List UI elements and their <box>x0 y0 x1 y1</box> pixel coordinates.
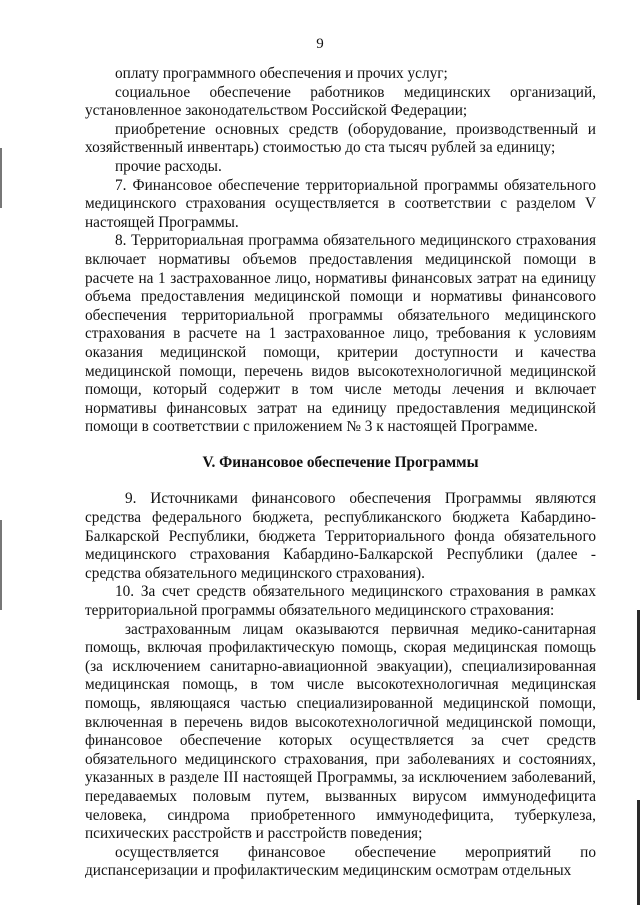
paragraph: застрахованным лицам оказываются первичная медико-санитарная помощь, включая профилактическую помощь, скорая медицинская помощь (за исключением санитарно-авиационной эвакуации), специализированная медицинская помощь, в том числе высокотехнологичная медицинская помощь, являющаяся частью специализированной медицинской помощи, включенная в перечень видов высокотехнологичной медицинской помощи, финансовое обеспечение которых осуществляется за счет средств обязательного медицинского страхования, при заболеваниях и состояниях, указанных в разделе III настоящей Программы, за исключением заболеваний, передаваемых половым путем, вызванных вирусом иммунодефицита человека, синдрома приобретенного иммунодефицита, туберкулеза, психических расстройств и расстройств поведения; <box>85 620 596 843</box>
paragraph: приобретение основных средств (оборудование, производственный и хозяйственный инвентарь) стоимостью до ста тысяч рублей за единицу; <box>85 120 596 157</box>
document-body <box>85 65 596 881</box>
paragraph: 10. За счет средств обязательного медицинского страхования в рамках территориальной программы обязательного медицинского страхования: <box>85 583 596 620</box>
page-number: 9 <box>316 36 324 52</box>
paragraph: прочие расходы. <box>115 157 222 175</box>
paragraph: оплату программного обеспечения и прочих услуг; <box>115 65 448 82</box>
section-heading: V. Финансовое обеспечение Программы <box>202 453 479 471</box>
scan-edge-mark <box>0 520 2 610</box>
scan-edge-mark <box>0 148 2 208</box>
paragraph: 9. Источниками финансового обеспечения Программы являются средства федерального бюджета, республиканского бюджета Кабардино-Балкарской Республики, бюджета Территориального фонда обязательного медицинского страхования Кабардино-Балкарской Республики (далее - средства обязательного медицинского страхования). <box>85 490 596 582</box>
paragraph: 8. Территориальная программа обязательного медицинского страхования включает нормативы объемов предоставления медицинской помощи в расчете на 1 застрахованное лицо, нормативы финансовых затрат на единицу объема предоставления медицинской помощи и нормативы финансового обеспечения территориальной программы обязательного медицинского страхования в расчете на 1 застрахованное лицо, требования к условиям оказания медицинской помощи, критерии доступности и качества медицинской помощи, перечень видов высокотехнологичной медицинской помощи, который содержит в том числе методы лечения и включает нормативы финансовых затрат на единицу предоставления медицинской помощи в соответствии с приложением № 3 к настоящей Программе. <box>85 232 596 436</box>
paragraph: осуществляется финансовое обеспечение мероприятий по диспансеризации и профилактическим медицинским осмотрам отдельных <box>85 843 596 880</box>
paragraph: социальное обеспечение работников медицинских организаций, установленное законодательством Российской Федерации; <box>85 83 596 120</box>
paragraph: 7. Финансовое обеспечение территориальной программы обязательного медицинского страхования осуществляется в соответствии с разделом V настоящей Программы. <box>85 176 596 231</box>
